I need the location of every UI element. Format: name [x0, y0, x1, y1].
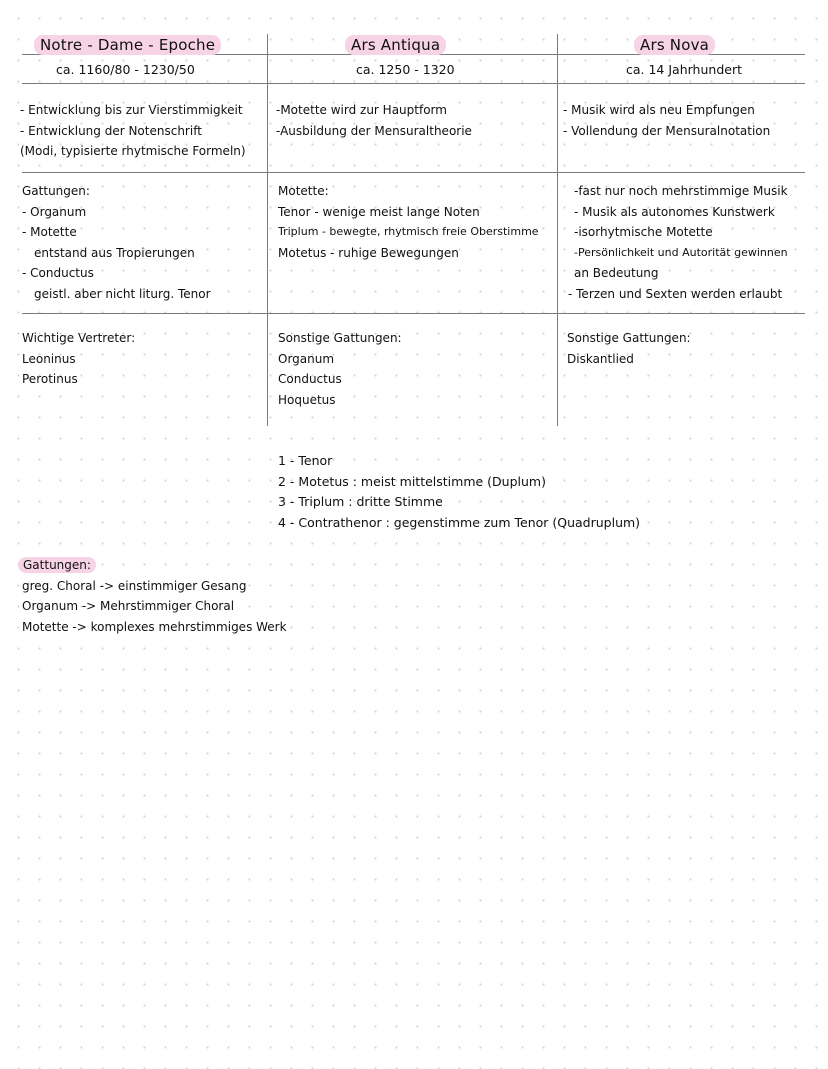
column-date-ars-nova: ca. 14 Jahrhundert [626, 62, 742, 77]
cell-ars-antiqua-characteristics: -Motette wird zur Hauptform -Ausbildung der Mensuraltheorie [276, 103, 472, 138]
column-title-notre-dame: Notre - Dame - Epoche [34, 36, 221, 54]
gattungen-item: greg. Choral -> einstimmiger Gesang [22, 578, 247, 593]
gattungen-title: Gattungen: [18, 557, 96, 573]
table-divider-2 [557, 34, 558, 426]
cell-ars-antiqua-motette: Motette: Tenor - wenige meist lange Noten Triplum - bewegte, rhytmisch freie Oberstimme Motetus - ruhige Bewegungen [278, 184, 539, 260]
cell-ars-antiqua-sonstige: Sonstige Gattungen: Organum Conductus Hoquetus [278, 331, 402, 407]
gattungen-section [22, 555, 287, 637]
column-title-ars-nova: Ars Nova [634, 36, 715, 54]
voices-list [278, 451, 640, 533]
column-date-ars-antiqua: ca. 1250 - 1320 [356, 62, 455, 77]
table-rule-row1 [22, 172, 805, 173]
voice-item: 3 - Triplum : dritte Stimme [278, 494, 443, 509]
voice-item: 1 - Tenor [278, 453, 333, 468]
cell-notre-dame-vertreter: Wichtige Vertreter: Leoninus Perotinus [22, 331, 136, 386]
cell-ars-nova-characteristics: - Musik wird als neu Empfungen - Vollendung der Mensuralnotation [563, 103, 771, 138]
column-date-notre-dame: ca. 1160/80 - 1230/50 [56, 62, 195, 77]
cell-notre-dame-gattungen: Gattungen: - Organum - Motette entstand aus Tropierungen - Conductus geistl. aber nicht liturg. Tenor [22, 184, 211, 301]
cell-ars-nova-sonstige: Sonstige Gattungen: Diskantlied [567, 331, 691, 366]
table-rule-header [22, 83, 805, 84]
table-rule-row2 [22, 313, 805, 314]
gattungen-item: Organum -> Mehrstimmiger Choral [22, 599, 235, 613]
gattungen-item: Motette -> komplexes mehrstimmiges Werk [22, 619, 287, 634]
voice-item: 4 - Contrathenor : gegenstimme zum Tenor (Quadruplum) [278, 514, 641, 530]
table-divider-1 [267, 34, 268, 426]
cell-notre-dame-characteristics: - Entwicklung bis zur Vierstimmigkeit - Entwicklung der Notenschrift (Modi, typisierte rhytmische Formeln) [20, 103, 246, 158]
cell-ars-nova-features: -fast nur noch mehrstimmige Musik - Musik als autonomes Kunstwerk -isorhytmische Motette -Persönlichkeit und Autorität gewinnen an Bedeutung - Terzen und Sexten werden erlaubt [568, 184, 788, 301]
voice-item: 2 - Motetus : meist mittelstimme (Duplum) [278, 473, 546, 489]
column-title-ars-antiqua: Ars Antiqua [345, 36, 446, 54]
